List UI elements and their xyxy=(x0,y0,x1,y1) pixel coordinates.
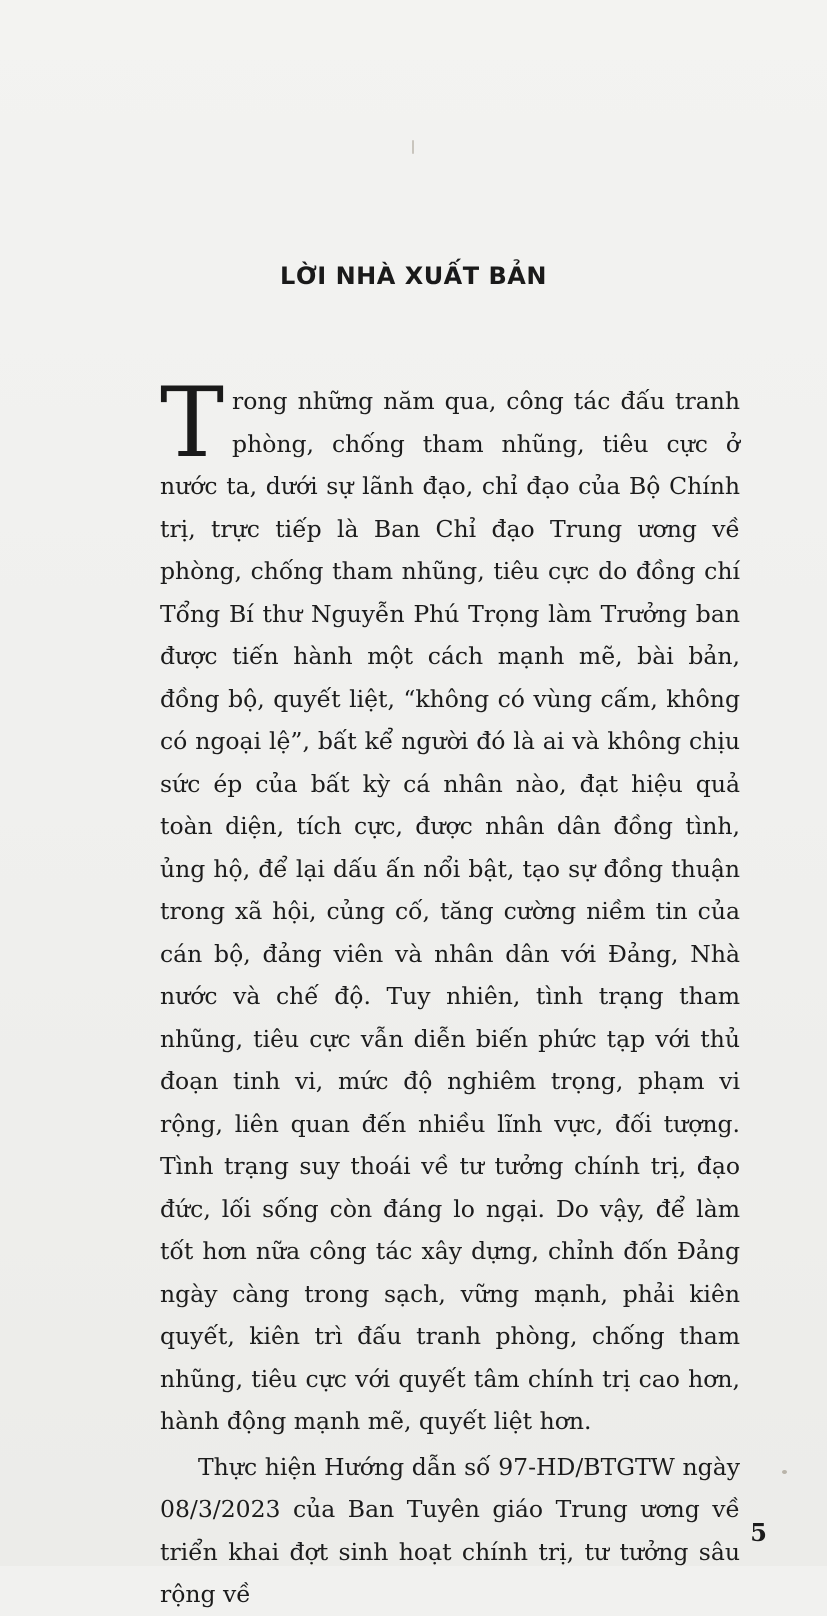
body-text xyxy=(160,367,740,1616)
drop-cap: T xyxy=(160,367,225,479)
page-number: 5 xyxy=(750,1518,767,1547)
page-heading: LỜI NHÀ XUẤT BẢN xyxy=(280,262,547,290)
paper-speck-icon xyxy=(412,140,414,154)
paragraph-2: Thực hiện Hướng dẫn số 97-HD/BTGTW ngày 08/3/2023 của Ban Tuyên giáo Trung ương về triển khai đợt sinh hoạt chính trị, tư tưởng sâu rộng về xyxy=(160,1452,740,1608)
paragraph-1-text: rong những năm qua, công tác đấu tranh phòng, chống tham nhũng, tiêu cực ở nước ta, dưới sự lãnh đạo, chỉ đạo của Bộ Chính trị, trực tiếp là Ban Chỉ đạo Trung ương về phòng, chống tham nhũng, tiêu cực do đồng chí Tổng Bí thư Nguyễn Phú Trọng làm Trưởng ban được tiến hành một cách mạnh mẽ, bài bản, đồng bộ, quyết liệt, “không có vùng cấm, không có ngoại lệ”, bất kể người đó là ai và không chịu sức ép của bất kỳ cá nhân nào, đạt hiệu quả toàn diện, tích cực, được nhân dân đồng tình, ủng hộ, để lại dấu ấn nổi bật, tạo sự đồng thuận trong xã hội, củng cố, tăng cường niềm tin của cán bộ, đảng viên và nhân dân với Đảng, Nhà nước và chế độ. Tuy nhiên, tình trạng tham nhũng, tiêu cực vẫn diễn biến phức tạp với thủ đoạn tinh vi, mức độ nghiêm trọng, phạm vi rộng, liên quan đến nhiều lĩnh vực, đối tượng. Tình trạng suy thoái về tư tưởng chính trị, đạo đức, lối sống còn đáng lo ngại. Do vậy, để làm tốt hơn nữa công tác xây dựng, chỉnh đốn Đảng ngày càng trong sạch, vững mạnh, phải kiên quyết, kiên trì đấu tranh phòng, chống tham nhũng, tiêu cực với quyết tâm chính trị cao hơn, hành động mạnh mẽ, quyết liệt hơn. xyxy=(160,387,740,1435)
paper-speck-icon xyxy=(782,1470,787,1474)
paragraph-1 xyxy=(160,367,740,1443)
